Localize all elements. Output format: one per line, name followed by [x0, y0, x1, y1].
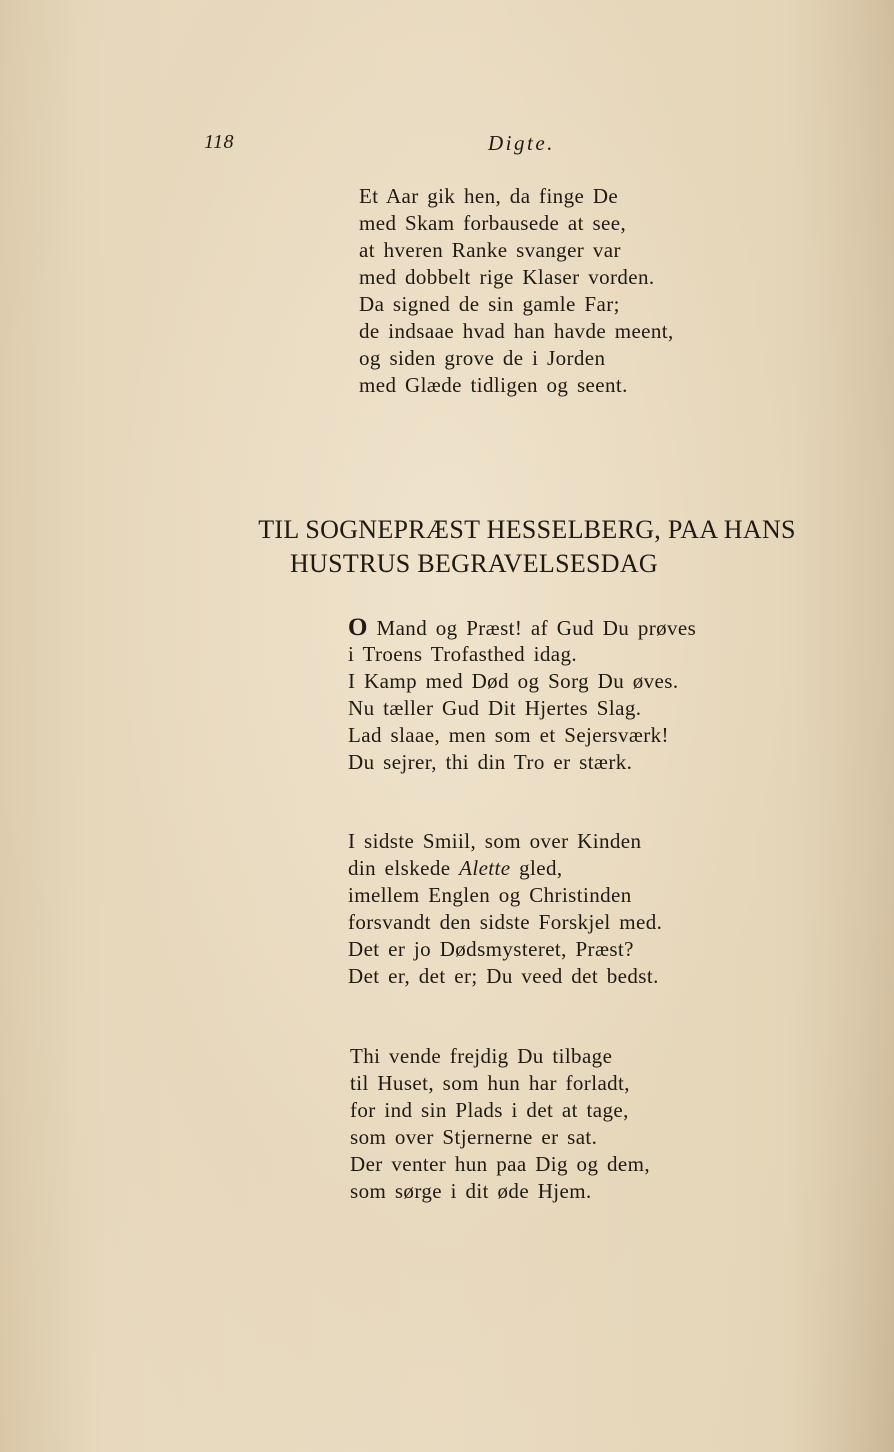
- verse-line: for ind sin Plads i det at tage,: [350, 1098, 629, 1122]
- verse-line: Det er jo Dødsmysteret, Præst?: [348, 937, 634, 961]
- running-title: Digte.: [488, 131, 555, 155]
- verse-line-text: Mand og Præst! af Gud Du prøves: [367, 616, 697, 640]
- poem-title-line: HUSTRUS BEGRAVELSESDAG: [289, 549, 658, 578]
- verse-line: forsvandt den sidste Forskjel med.: [348, 910, 663, 934]
- verse-line: Lad slaae, men som et Sejersværk!: [348, 723, 669, 747]
- name-alette: Alette: [459, 856, 511, 880]
- verse-line: at hveren Ranke svanger var: [359, 238, 621, 262]
- verse-line-text: gled,: [510, 856, 563, 880]
- verse-line: de indsaae hvad han havde meent,: [359, 319, 674, 343]
- verse-line: som sørge i dit øde Hjem.: [350, 1179, 592, 1203]
- poem-title: [160, 513, 894, 581]
- verse-line: I sidste Smiil, som over Kinden: [348, 829, 642, 853]
- verse-line-text: din elskede: [348, 856, 460, 880]
- verse-line: Det er, det er; Du veed det bedst.: [348, 964, 659, 988]
- verse-line: [348, 855, 662, 882]
- verse-line: Da signed de sin gamle Far;: [359, 292, 620, 316]
- verse-line: med Skam forbausede at see,: [359, 211, 627, 235]
- poem-title-line: TIL SOGNEPRÆST HESSELBERG, PAA HANS: [258, 515, 796, 544]
- initial-letter: O: [348, 614, 368, 641]
- verse-line: med dobbelt rige Klaser vorden.: [359, 265, 655, 289]
- verse-line: I Kamp med Død og Sorg Du øves.: [348, 669, 679, 693]
- verse-line: Nu tæller Gud Dit Hjertes Slag.: [348, 696, 642, 720]
- previous-poem-stanza: [359, 183, 674, 399]
- stanza-2: [348, 828, 662, 990]
- verse-line: Thi vende frejdig Du tilbage: [350, 1044, 613, 1068]
- stanza-1: [348, 614, 696, 776]
- verse-line: med Glæde tidligen og seent.: [359, 373, 628, 397]
- verse-line: [348, 614, 696, 641]
- verse-line: i Troens Trofasthed idag.: [348, 642, 578, 666]
- verse-line: som over Stjernerne er sat.: [350, 1125, 598, 1149]
- verse-line: imellem Englen og Christinden: [348, 883, 632, 907]
- verse-line: Der venter hun paa Dig og dem,: [350, 1152, 650, 1176]
- stanza-3: [350, 1043, 650, 1205]
- verse-line: til Huset, som hun har forladt,: [350, 1071, 630, 1095]
- page-number: 118: [204, 131, 235, 153]
- verse-line: og siden grove de i Jorden: [359, 346, 606, 370]
- verse-line: Et Aar gik hen, da finge De: [359, 184, 619, 208]
- verse-line: Du sejrer, thi din Tro er stærk.: [348, 750, 633, 774]
